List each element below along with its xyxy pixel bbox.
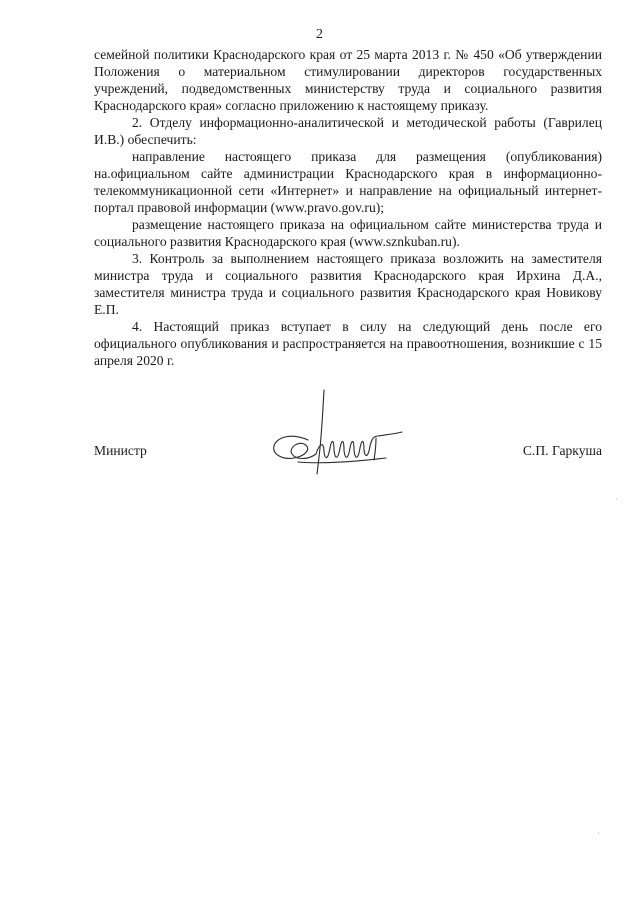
paragraph: семейной политики Краснодарского края от 25 марта 2013 г. № 450 «Об утверждении Положения о материальном стимулировании директоров государственных учреждений, подведомственных министерству труда и социального развития Краснодарского края» согласно приложению к настоящему приказу. [94, 47, 602, 113]
scan-speck [616, 498, 617, 500]
signer-name: С.П. Гаркуша [522, 443, 602, 458]
signer-title: Министр [94, 443, 147, 458]
paragraph: 4. Настоящий приказ вступает в силу на следующий день после его официального опубликования и распространяется на правоотношения, возникшие с 15 апреля 2020 г. [94, 319, 602, 368]
page-number: 2 [316, 27, 323, 42]
paragraph: 3. Контроль за выполнением настоящего приказа возложить на заместителя министра труда и социального развития Краснодарского края Ирхина Д.А., заместителя министра труда и социального развития Краснодарского края Новикову Е.П. [94, 251, 602, 317]
paragraph: размещение настоящего приказа на официальном сайте министерства труда и социального развития Краснодарского края (www.sznkuban.ru). [94, 217, 602, 249]
paragraph: 2. Отделу информационно-аналитической и методической работы (Гаврилец И.В.) обеспечить: [94, 115, 602, 147]
document-body [94, 46, 602, 369]
paragraph: направление настоящего приказа для размещения (опубликования) на.официальном сайте администрации Краснодарского края в информационно-телекоммуникационной сети «Интернет» и направление на официальный интернет-портал правовой информации (www.pravo.gov.ru); [94, 149, 602, 215]
scan-speck [598, 832, 599, 834]
handwritten-signature [268, 388, 408, 478]
